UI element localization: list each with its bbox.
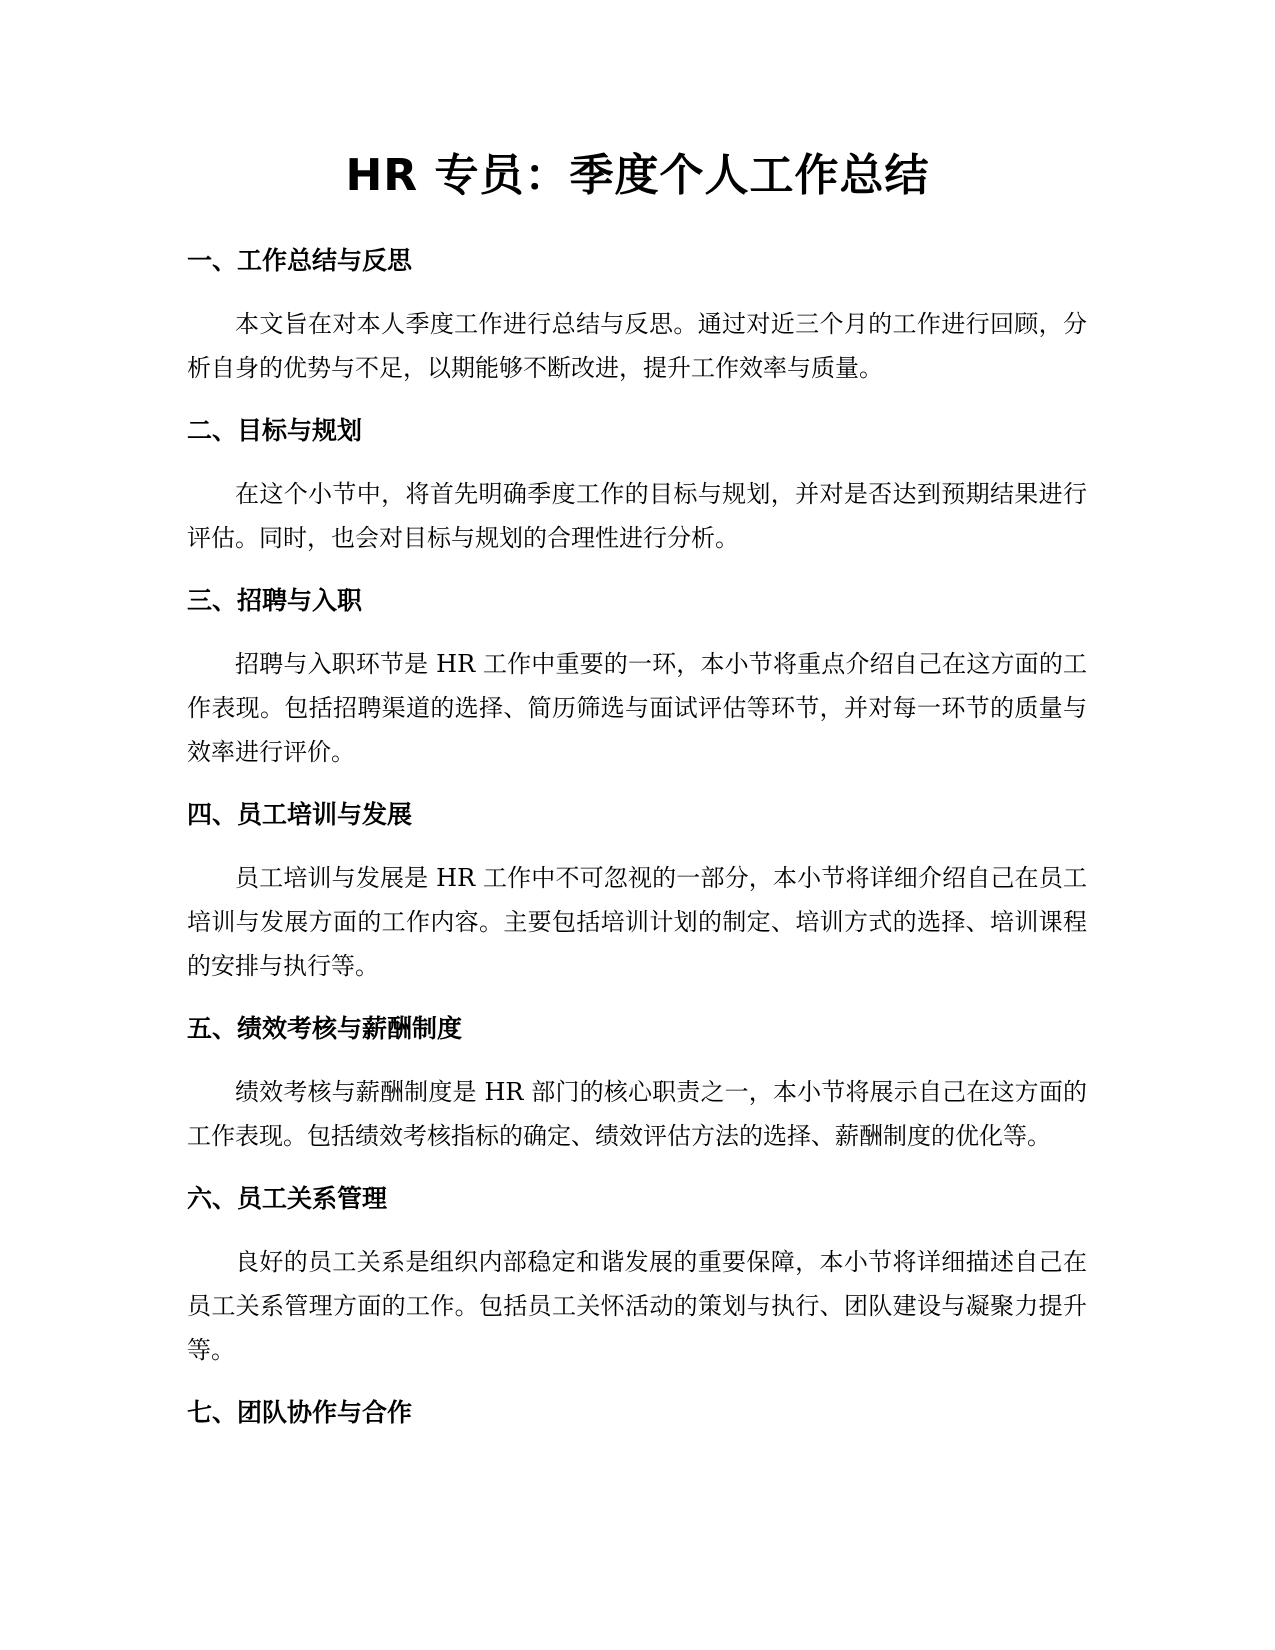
- section-1: [187, 244, 1087, 390]
- section-6: [187, 1182, 1087, 1372]
- section-heading: 四、员工培训与发展: [187, 800, 413, 829]
- section-heading: 七、团队协作与合作: [187, 1398, 413, 1427]
- section-paragraph: 招聘与入职环节是 HR 工作中重要的一环，本小节将重点介绍自己在这方面的工作表现。包括招聘渠道的选择、简历筛选与面试评估等环节，并对每一环节的质量与效率进行评价。: [187, 650, 1087, 766]
- section-3: [187, 584, 1087, 774]
- section-4: [187, 798, 1087, 988]
- document-title: HR 专员：季度个人工作总结: [345, 150, 930, 201]
- section-paragraph: 员工培训与发展是 HR 工作中不可忽视的一部分，本小节将详细介绍自己在员工培训与发展方面的工作内容。主要包括培训计划的制定、培训方式的选择、培训课程的安排与执行等。: [187, 864, 1087, 980]
- section-5: [187, 1012, 1087, 1158]
- section-paragraph: 绩效考核与薪酬制度是 HR 部门的核心职责之一，本小节将展示自己在这方面的工作表现。包括绩效考核指标的确定、绩效评估方法的选择、薪酬制度的优化等。: [187, 1078, 1087, 1150]
- section-heading: 五、绩效考核与薪酬制度: [187, 1014, 463, 1043]
- section-paragraph: 本文旨在对本人季度工作进行总结与反思。通过对近三个月的工作进行回顾，分析自身的优势与不足，以期能够不断改进，提升工作效率与质量。: [187, 310, 1087, 382]
- section-heading: 一、工作总结与反思: [187, 246, 413, 275]
- section-paragraph: 良好的员工关系是组织内部稳定和谐发展的重要保障，本小节将详细描述自己在员工关系管理方面的工作。包括员工关怀活动的策划与执行、团队建设与凝聚力提升等。: [187, 1248, 1087, 1364]
- section-7: [187, 1396, 1087, 1430]
- section-heading: 三、招聘与入职: [187, 586, 363, 615]
- document-content: [187, 244, 1087, 1454]
- section-heading: 二、目标与规划: [187, 416, 363, 445]
- section-heading: 六、员工关系管理: [187, 1184, 388, 1213]
- section-2: [187, 414, 1087, 560]
- section-paragraph: 在这个小节中，将首先明确季度工作的目标与规划，并对是否达到预期结果进行评估。同时，也会对目标与规划的合理性进行分析。: [187, 480, 1087, 552]
